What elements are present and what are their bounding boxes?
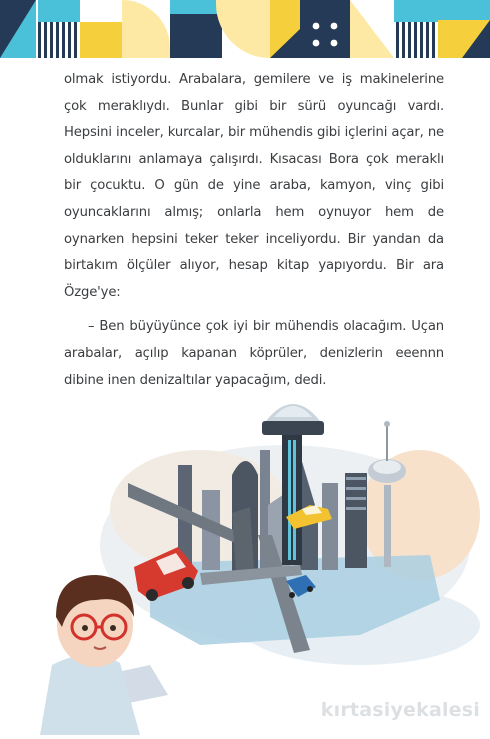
watermark: kırtasiyekalesi [320,699,480,721]
city-illustration [0,395,490,735]
paragraph-narrative: olmak istiyordu. Arabalara, gemilere ve iş makinelerine çok meraklıydı. Bunlar gibi bir sürü oyuncağı vardı. Hepsini inceler, kurcalar, bir mühendis gibi içlerini açar, ne olduklarını anlamaya çalışırdı. Kısacası Bora çok meraklı bir çocuktu. O gün de yine araba, kamyon, vinç gibi oyuncaklarını almış; onlarla hem oynuyor hem de oynarken hepsini teker teker inceliyordu. Bir yandan da birtakım ölçüler alıyor, hesap kitap yapıyordu. Bir ara Özge'ye: [64,72,444,300]
paragraph-dialogue: – Ben büyüyünce çok iyi bir mühendis olacağım. Uçan arabalar, açılıp kapanan köprüler, denizlerin eeennn dibine inen denizaltılar yapacağım, dedi. [64,319,444,388]
story-text [64,67,444,394]
header-decoration [0,0,490,58]
